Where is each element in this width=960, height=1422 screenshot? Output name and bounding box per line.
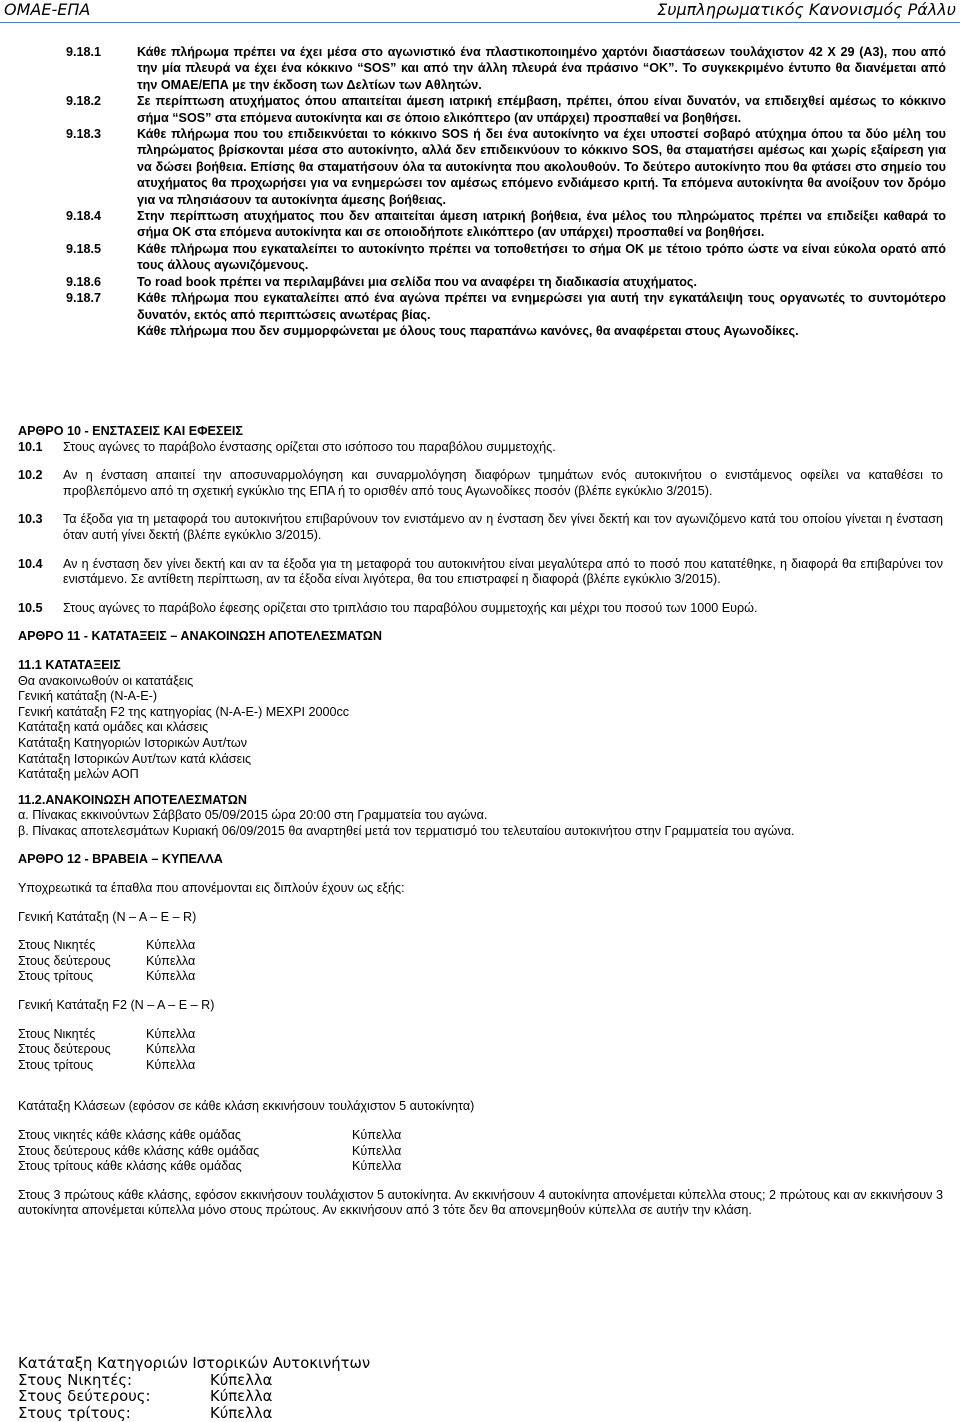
- clause-10-4: [18, 557, 943, 588]
- clause-text: Στους αγώνες το παράβολο έφεσης ορίζεται στο τριπλάσιο του παραβόλου συμμετοχής και μέχρι του ποσού των 1000 Ευρώ.: [63, 600, 758, 615]
- clause-10-5: [18, 601, 943, 617]
- clause-number: 10.3: [18, 512, 43, 527]
- clause-text: Σε περίπτωση ατυχήματος όπου απαιτείται άμεση ιατρική επέμβαση, πρέπει, όπου είναι δυνατόν, να επιδειχθεί αμέσως το κόκκινο σήμα “SOS” στα επόμενα αυτοκίνητα και σε όποιο ελικόπτερο (αν υπάρχει) προσπαθεί να βοηθήσει.: [137, 94, 946, 125]
- prizes-intro: Υποχρεωτικά τα έπαθλα που απονέμονται εις διπλούν έχουν ως εξής:: [18, 881, 405, 896]
- clause-closing-note: Κάθε πλήρωμα που δεν συμμορφώνεται με όλους τους παραπάνω κανόνες, θα αναφέρεται στους Αγωνοδίκες.: [137, 323, 799, 338]
- clause-text: Κάθε πλήρωμα που εγκαταλείπει το αυτοκίνητο πρέπει να τοποθετήσει το σήμα ΟΚ με τέτοιο τρόπο ώστε να είναι εύκολα ορατό από τους άλλους αγωνιζόμενους.: [137, 241, 946, 273]
- prize-row: [18, 1389, 370, 1406]
- results-announcement-a: α. Πίνακας εκκινούντων Σάββατο 05/09/2015 ώρα 20:00 στη Γραμματεία του αγώνα.: [18, 808, 488, 823]
- clause-text: Κάθε πλήρωμα πρέπει να έχει μέσα στο αγωνιστικό ένα πλαστικοποιημένο χαρτόνι διαστάσεων τουλάχιστον 42 Χ 29 (Α3), που από την μία πλευρά να έχει ένα κόκκινο “SOS” και από την άλλη πλευρά ένα πράσινο “ΟΚ”. Το συγκεκριμένο έντυπο θα διανέμεται από την ΟΜΑΕ/ΕΠΑ με την έκδοση των Δελτίων των Αθλητών.: [137, 45, 946, 92]
- ranking-line: Γενική κατάταξη F2 της κατηγορίας (Ν-Α-Ε-) ΜΕΧΡΙ 2000cc: [18, 704, 350, 719]
- clause-10-2: [18, 468, 943, 499]
- prize-recipient: Στους Νικητές: [18, 1026, 96, 1041]
- prize-award: Κύπελλα: [352, 1128, 402, 1142]
- class-prize-note: Στους 3 πρώτους κάθε κλάσης, εφόσον εκκινήσουν τουλάχιστον 5 αυτοκίνητα. Αν εκκινήσουν 4 αυτοκίνητα απονέμεται κύπελλα στους; 2 πρώτους και αν εκκινήσουν 3 αυτοκίνητα απονέμεται κύπελλα μόνο στους πρώτους. Αν εκκινήσουν από 3 τότε δεν θα απονεμηθούν κύπελλα σε αυτήν την κλάση.: [18, 1187, 943, 1218]
- prize-recipient: Στους Νικητές:: [18, 1371, 133, 1389]
- prize-award: Κύπελλα: [352, 1143, 402, 1158]
- prize-row: [18, 1128, 943, 1144]
- prize-recipient: Στους νικητές κάθε κλάσης κάθε ομάδας: [18, 1128, 242, 1142]
- clause-number: 9.18.5: [66, 241, 102, 256]
- prize-award: Κύπελλα: [146, 1057, 196, 1072]
- general-ranking-title: Γενική Κατάταξη (Ν – Α – Ε – R): [18, 909, 197, 924]
- prize-recipient: Στους τρίτους:: [18, 1404, 131, 1422]
- page-header: [0, 0, 960, 23]
- prize-award: Κύπελλα: [146, 953, 196, 968]
- prize-award: Κύπελλα: [146, 1026, 196, 1041]
- subsection-11-2-title: 11.2.ΑΝΑΚΟΙΝΩΣΗ ΑΠΟΤΕΛΕΣΜΑΤΩΝ: [18, 792, 247, 807]
- clause-10-1: [18, 440, 943, 456]
- clause-number: 10.1: [18, 439, 43, 454]
- article-11-title: ΑΡΘΡΟ 11 - ΚΑΤΑΤΑΞΕΙΣ – ΑΝΑΚΟΙΝΩΣΗ ΑΠΟΤΕΛΕΣΜΑΤΩΝ: [18, 629, 382, 644]
- ranking-line: Κατάταξη κατά ομάδες και κλάσεις: [18, 720, 209, 735]
- header-doc-title: Συμπληρωματικός Κανονισμός Ράλλυ: [657, 0, 956, 19]
- prize-row: [18, 1042, 943, 1058]
- clause-number: 10.5: [18, 600, 43, 615]
- prize-award: Κύπελλα: [210, 1388, 273, 1405]
- clause-10-3: [18, 512, 943, 543]
- subsection-11-1-title: 11.1 ΚΑΤΑΤΑΞΕΙΣ: [18, 657, 121, 672]
- clause-9-18-3: [66, 126, 946, 208]
- class-ranking-title: Κατάταξη Κλάσεων (εφόσον σε κάθε κλάση εκκινήσουν τουλάχιστον 5 αυτοκίνητα): [18, 1099, 475, 1114]
- prize-recipient: Στους δεύτερους κάθε κλάσης κάθε ομάδας: [18, 1143, 260, 1158]
- clause-number: 9.18.7: [66, 291, 102, 306]
- ranking-line: Κατάταξη μελών ΑΟΠ: [18, 767, 139, 782]
- prize-row: [18, 1159, 943, 1175]
- clause-text: Τα έξοδα για τη μεταφορά του αυτοκινήτου επιβαρύνουν τον ενιστάμενο αν η ένσταση δεν γίνει δεκτή και τον αγωνιζόμενο κατά του οποίου γίνεται η ένσταση όταν αυτή γίνει δεκτή (βλέπε εγκύκλιο 3/2015).: [63, 512, 943, 542]
- clause-text: Αν η ένσταση απαιτεί την αποσυναρμολόγηση και συναρμολόγηση διαφόρων τμημάτων ενός αυτοκινήτου ο ενιστάμενος οφείλει να καταθέσει το προβλεπόμενο από τη σχετική εγκύκλιο της ΕΠΑ ή το ορισθέν από τους Αγωνοδίκες ποσόν (βλέπε εγκύκλιο 3/2015).: [63, 468, 943, 498]
- article-12-title: ΑΡΘΡΟ 12 - ΒΡΑΒΕΙΑ – ΚΥΠΕΛΛΑ: [18, 852, 223, 867]
- clause-text: Κάθε πλήρωμα που του επιδεικνύεται το κόκκινο SOS ή δει ένα αυτοκίνητο να έχει υποστεί σοβαρό ατύχημα όπου τα δύο μέλη του πληρώματος βρίσκονται μέσα στο αυτοκίνητο, αλλά δεν επιδεικνύουν το κόκκινο SOS, θα σταματήσει αμέσως και χωρίς εξαίρεση για να δώσει βοήθεια. Επίσης θα σταματήσουν όλα τα αυτοκίνητα που ακολουθούν. Το δεύτερο αυτοκίνητο που θα φτάσει στο σημείο του ατυχήματος θα προχωρήσει για να ενημερώσει τον αμέσως επόμενο ενδιάμεσο κριτή. Τα επόμενα αυτοκίνητα θα ανοίξουν τον δρόμο για να πλησιάσουν τα αυτοκίνητα άμεσης βοήθειας.: [137, 127, 946, 207]
- clause-number: 9.18.2: [66, 94, 102, 109]
- prize-row: [18, 1058, 943, 1074]
- clause-number: 10.2: [18, 468, 43, 483]
- clause-9-18-2: [66, 93, 946, 126]
- prize-row: [18, 1027, 943, 1043]
- prize-award: Κύπελλα: [146, 969, 196, 984]
- main-content: [18, 424, 943, 1219]
- clause-9-18-1: [66, 44, 946, 93]
- clause-9-18-4: [66, 208, 946, 241]
- section-9-18: [66, 44, 946, 339]
- prize-recipient: Στους δεύτερους:: [18, 1388, 151, 1405]
- prize-award: Κύπελλα: [210, 1371, 273, 1389]
- clause-text: Το road book πρέπει να περιλαμβάνει μια σελίδα που να αναφέρει τη διαδικασία ατυχήματος.: [137, 274, 697, 289]
- clause-number: 9.18.1: [66, 45, 102, 59]
- clause-9-18-7: [66, 290, 946, 323]
- clause-9-18-5: [66, 241, 946, 274]
- prize-row: [18, 938, 943, 954]
- historic-ranking-title: Κατάταξη Κατηγοριών Ιστορικών Αυτοκινήτων: [18, 1355, 371, 1372]
- prize-row: [18, 954, 943, 970]
- prize-recipient: Στους τρίτους κάθε κλάσης κάθε ομάδας: [18, 1159, 242, 1174]
- historic-ranking: [18, 1356, 370, 1422]
- prize-award: Κύπελλα: [210, 1404, 273, 1422]
- clause-text: Αν η ένσταση δεν γίνει δεκτή και αν τα έξοδα για τη μεταφορά του αυτοκινήτου είναι μεγαλύτερα από το ποσό που κατατέθηκε, η διαφορά θα επιβαρύνει τον ενιστάμενο. Σε αντίθετη περίπτωση, αν τα έξοδα είναι λιγότερα, θα του επιστραφεί η διαφορά (βλέπε εγκύκλιο 3/2015).: [63, 556, 943, 587]
- f2-ranking-title: Γενική Κατάταξη F2 (Ν – Α – Ε – R): [18, 998, 215, 1013]
- clause-number: 9.18.4: [66, 209, 102, 224]
- prize-award: Κύπελλα: [146, 1042, 196, 1057]
- ranking-line: Γενική κατάταξη (Ν-Α-Ε-): [18, 689, 158, 704]
- ranking-line: Κατάταξη Ιστορικών Αυτ/των κατά κλάσεις: [18, 751, 252, 766]
- clause-number: 9.18.6: [66, 274, 102, 289]
- prize-recipient: Στους Νικητές: [18, 938, 96, 953]
- header-org: ΟΜΑΕ-ΕΠΑ: [4, 0, 91, 19]
- prize-award: Κύπελλα: [352, 1159, 402, 1174]
- prize-recipient: Στους δεύτερους: [18, 1042, 111, 1057]
- clause-number: 10.4: [18, 556, 43, 571]
- prize-recipient: Στους τρίτους: [18, 969, 94, 984]
- clause-9-18-6: [66, 274, 946, 290]
- clause-number: 9.18.3: [66, 127, 102, 142]
- clause-text: Στους αγώνες το παράβολο ένστασης ορίζεται στο ισόποσο του παραβόλου συμμετοχής.: [63, 439, 556, 454]
- prize-row: [18, 1144, 943, 1160]
- prize-row: [18, 1406, 370, 1422]
- ranking-line: Κατάταξη Κατηγοριών Ιστορικών Αυτ/των: [18, 735, 248, 750]
- prize-row: [18, 1373, 370, 1390]
- prize-award: Κύπελλα: [146, 938, 196, 953]
- prize-recipient: Στους δεύτερους: [18, 953, 111, 968]
- article-10-title: ΑΡΘΡΟ 10 - ΕΝΣΤΑΣΕΙΣ ΚΑΙ ΕΦΕΣΕΙΣ: [18, 424, 243, 438]
- results-announcement-b: β. Πίνακας αποτελεσμάτων Κυριακή 06/09/2015 θα αναρτηθεί μετά τον τερματισμό του τελευταίου αυτοκινήτου στην Γραμματεία του αγώνα.: [18, 823, 795, 838]
- ranking-line: Θα ανακοινωθούν οι κατατάξεις: [18, 673, 194, 688]
- clause-text: Στην περίπτωση ατυχήματος που δεν απαιτείται άμεση ιατρική βοήθεια, ένα μέλος του πληρώματος πρέπει να επιδείξει καθαρά το σήμα ΟΚ στα επόμενα αυτοκίνητα και σε οποιοδήποτε ελικόπτερο (αν υπάρχει) προσπαθεί να βοηθήσει.: [137, 209, 946, 240]
- prize-recipient: Στους τρίτους: [18, 1057, 94, 1072]
- clause-text: Κάθε πλήρωμα που εγκαταλείπει από ένα αγώνα πρέπει να ενημερώσει για αυτή την εγκατάλειψη τους οργανωτές το συντομότερο δυνατόν, εκτός από περιπτώσεις ανωτέρας βίας.: [137, 291, 946, 322]
- prize-row: [18, 969, 943, 985]
